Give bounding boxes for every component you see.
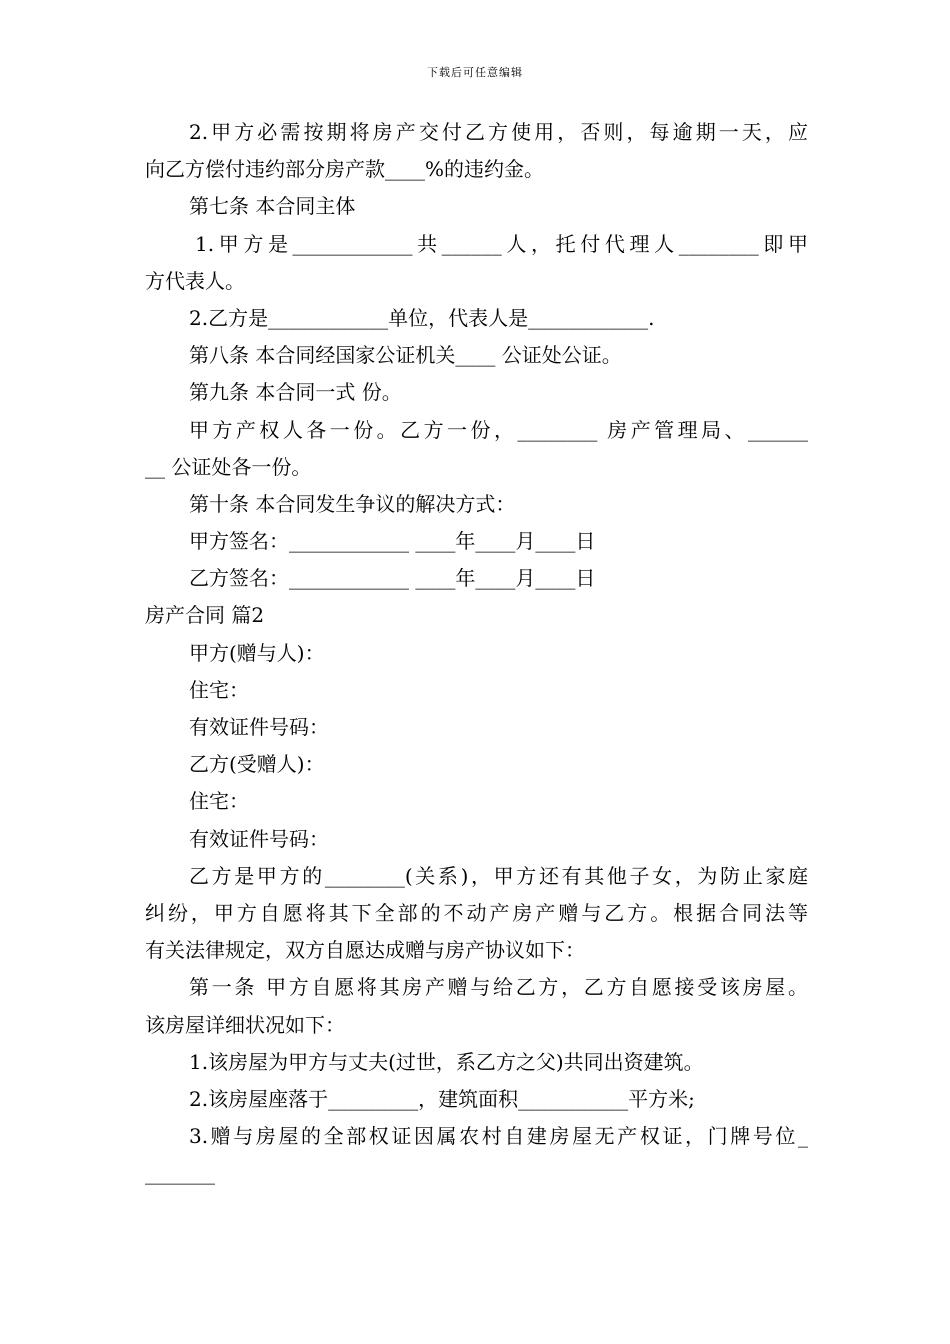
paragraph-line: 该房屋详细状况如下： [145, 1012, 345, 1037]
section-title: 房产合同 篇2 [145, 603, 265, 628]
paragraph-line: 方代表人。 [145, 268, 245, 293]
paragraph-line: 1.该房屋为甲方与丈夫(过世，系乙方之父)共同出资建筑。 [189, 1049, 704, 1074]
signature-line-party-b: 乙方签名：____________ ____年____月____日 [189, 566, 596, 591]
paragraph-line: 向乙方偿付违约部分房产款____%的违约金。 [145, 157, 545, 182]
paragraph-line: 3.赠与房屋的全部权证因属农村自建房屋无产权证，门牌号位_ [189, 1124, 808, 1149]
paragraph-line: 纠纷，甲方自愿将其下全部的不动产房产赠与乙方。根据合同法等 [145, 900, 808, 925]
paragraph-line: 1.甲方是____________共______人，托付代理人________即甲 [195, 231, 808, 256]
field-label: 住宅： [189, 789, 249, 814]
paragraph-line: _______ [145, 1161, 215, 1186]
field-label: 甲方(赠与人)： [189, 640, 325, 665]
article-heading: 第一条 甲方自愿将其房产赠与给乙方，乙方自愿接受该房屋。 [189, 975, 808, 1000]
field-label: 有效证件号码： [189, 826, 329, 851]
article-heading: 第十条 本合同发生争议的解决方式： [189, 491, 516, 516]
paragraph-line: 2.该房屋座落于_________，建筑面积___________平方米; [189, 1086, 695, 1111]
article-heading: 第七条 本合同主体 [189, 194, 356, 219]
paragraph-line: 有关法律规定，双方自愿达成赠与房产协议如下： [145, 938, 585, 963]
paragraph-line: 2.甲方必需按期将房产交付乙方使用，否则，每逾期一天，应 [189, 120, 808, 144]
paragraph-line: 2.乙方是____________单位，代表人是____________. [189, 305, 655, 330]
signature-line-party-a: 甲方签名：____________ ____年____月____日 [189, 529, 596, 554]
document-body [145, 114, 808, 1192]
page-header-note: 下载后可任意编辑 [427, 66, 523, 79]
field-label: 有效证件号码： [189, 715, 329, 739]
article-heading: 第九条 本合同一式 份。 [189, 380, 402, 405]
field-label: 乙方(受赠人)： [189, 752, 325, 777]
field-label: 住宅： [189, 677, 249, 702]
article-heading: 第八条 本合同经国家公证机关____ 公证处公证。 [189, 343, 622, 368]
paragraph-line: __ 公证处各一份。 [145, 454, 312, 479]
paragraph-line: 甲方产权人各一份。乙方一份，________ 房产管理局、______ [189, 417, 808, 442]
paragraph-line: 乙方是甲方的________(关系)，甲方还有其他子女，为防止家庭 [189, 863, 808, 888]
